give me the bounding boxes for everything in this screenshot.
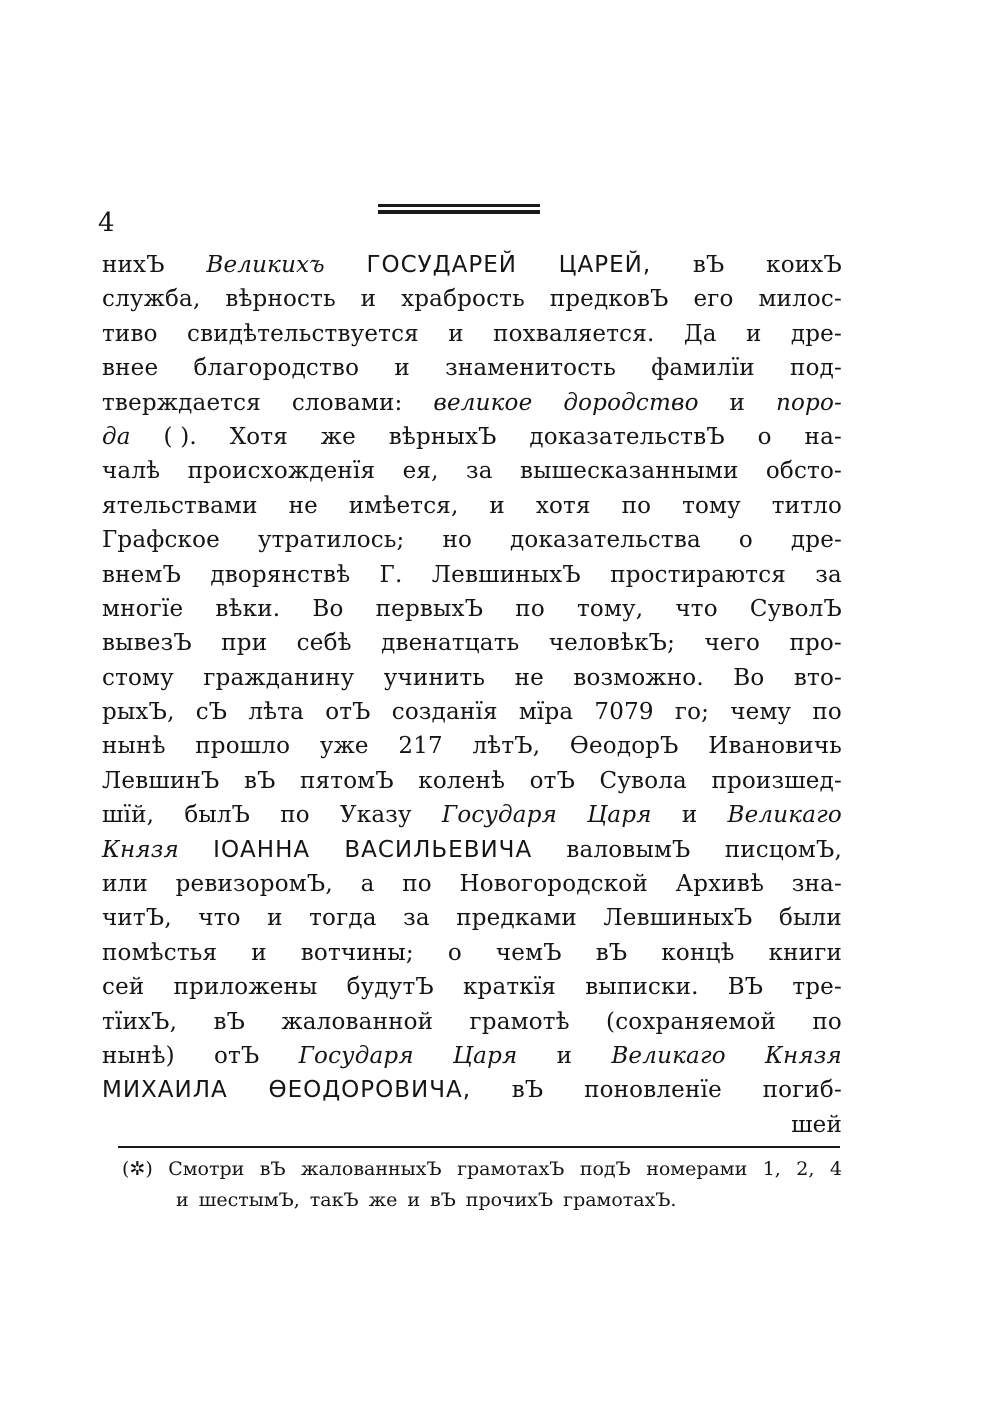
word: былЪ <box>184 802 251 829</box>
word: ЛевшиныхЪ <box>431 561 581 588</box>
word: и <box>556 1042 573 1069</box>
word: стому <box>102 664 174 691</box>
word: да <box>102 423 131 450</box>
text-line <box>102 321 842 355</box>
word: ятельствами <box>102 492 258 519</box>
word: возможно. <box>573 664 704 691</box>
word: коихЪ <box>766 252 842 278</box>
text-line <box>102 733 842 767</box>
word: Государя <box>298 1042 414 1069</box>
word: погиб- <box>762 1077 842 1104</box>
footnote-line <box>122 1158 842 1189</box>
text-line <box>102 390 842 424</box>
word: человѣкЪ; <box>548 630 676 657</box>
word: мїра <box>518 699 574 726</box>
text-line <box>102 699 842 733</box>
footnote-word: 2, <box>796 1158 815 1180</box>
word: Великаго <box>727 802 842 829</box>
word: чемЪ <box>495 939 562 966</box>
page-number: 4 <box>98 208 115 238</box>
word: нихЪ <box>102 252 165 278</box>
word: отЪ <box>213 1042 260 1069</box>
word: под- <box>790 355 842 382</box>
word: Г. <box>379 561 403 588</box>
word: тиво <box>102 320 158 347</box>
word: обсто- <box>765 458 842 485</box>
word: отЪ <box>529 767 576 794</box>
word: книги <box>768 939 842 966</box>
word: концѣ <box>661 939 735 966</box>
word: и <box>394 355 410 382</box>
word: рыхЪ, <box>102 699 175 726</box>
word: многїе <box>102 595 184 622</box>
word: сей <box>102 974 145 1001</box>
word: ѲЕОДОРОВИЧА, <box>268 1077 472 1104</box>
word: нынѣ <box>102 733 166 760</box>
word: прошло <box>195 733 291 760</box>
word: фамилїи <box>651 355 755 382</box>
word: милос- <box>758 286 842 313</box>
word: про- <box>789 630 842 657</box>
word: происхожденїя <box>187 458 376 485</box>
word: двенатцать <box>381 630 520 657</box>
word: Великаго <box>611 1042 726 1069</box>
word: шїй, <box>102 802 155 829</box>
word: лѣта <box>248 699 305 726</box>
word: валовымЪ <box>566 836 691 863</box>
word: по <box>515 595 545 622</box>
body-text <box>102 252 842 1146</box>
text-line <box>102 871 842 905</box>
word: дородство <box>563 389 699 416</box>
word: не <box>288 492 318 519</box>
text-line <box>102 1112 842 1146</box>
text-line <box>102 768 842 802</box>
word: 7079 <box>594 699 654 726</box>
word: за <box>465 458 493 485</box>
word: (сохраняемой <box>606 1008 777 1035</box>
word: и <box>729 389 746 416</box>
footnote-word: вЪ <box>430 1189 456 1211</box>
word: и <box>489 492 505 519</box>
text-line <box>102 905 842 939</box>
footnote-word: грамотахЪ. <box>563 1189 677 1211</box>
word: читЪ, <box>102 905 172 932</box>
word: чалѣ <box>102 458 161 485</box>
word: тому <box>682 492 741 519</box>
word: выписки. <box>585 974 699 1001</box>
word: краткїя <box>462 974 557 1001</box>
word: Новогородской <box>459 871 648 898</box>
text-line <box>102 527 842 561</box>
word: ЛевшиныхЪ <box>603 905 753 932</box>
word: благородство <box>193 355 360 382</box>
footnote-word: шестымЪ, <box>198 1189 300 1211</box>
word: Князя <box>102 836 179 863</box>
word: хотя <box>535 492 591 519</box>
word: ВЪ <box>727 974 764 1001</box>
word: вѣки. <box>215 595 281 622</box>
word: пятомЪ <box>300 767 394 794</box>
word: великое <box>433 389 533 416</box>
word: титло <box>771 492 842 519</box>
footnote-line <box>122 1189 842 1220</box>
word: ВАСИЛЬЕВИЧА <box>344 836 533 863</box>
word: приложены <box>173 974 318 1001</box>
text-line <box>102 1043 842 1077</box>
word: лѣтЪ, <box>472 733 541 760</box>
word: тїихЪ, <box>102 1008 178 1035</box>
word: знаменитость <box>445 355 616 382</box>
footnote-word: грамотахЪ <box>457 1158 565 1180</box>
word: грамотѣ <box>469 1008 570 1035</box>
word: чему <box>730 699 792 726</box>
word: вЪ <box>243 767 276 794</box>
word: порo- <box>775 389 842 416</box>
word: уже <box>319 733 369 760</box>
word: или <box>102 871 148 898</box>
word: вЪ <box>213 1008 246 1035</box>
word: не <box>514 664 544 691</box>
footnote-word: и <box>407 1189 420 1211</box>
word: тогда <box>309 905 377 932</box>
word: первыхЪ <box>375 595 484 622</box>
word: его <box>693 286 734 313</box>
text-line <box>102 802 842 836</box>
word: сЪ <box>195 699 228 726</box>
footnote-word: вЪ <box>259 1158 286 1180</box>
word: 217 <box>398 733 443 760</box>
word: что <box>198 905 241 932</box>
text-line <box>102 665 842 699</box>
word: же <box>320 423 356 450</box>
word: жалованной <box>281 1008 434 1035</box>
word: Великихъ <box>206 252 325 278</box>
word: о <box>738 527 753 554</box>
word: вотчины; <box>300 939 414 966</box>
word: коленѣ <box>418 767 506 794</box>
word: вЪ <box>595 939 628 966</box>
word: будутЪ <box>346 974 434 1001</box>
word: ЛевшинЪ <box>102 767 220 794</box>
footnote-word: 4 <box>829 1158 842 1180</box>
word: отЪ <box>325 699 371 726</box>
word: а <box>360 871 375 898</box>
word: писцомЪ, <box>724 836 842 863</box>
word: и <box>251 939 267 966</box>
word: доказательства <box>510 527 701 554</box>
text-line <box>102 286 842 320</box>
word: и <box>681 802 698 829</box>
text-line <box>102 355 842 389</box>
footnote-word: и <box>176 1189 189 1211</box>
word: Во <box>312 595 344 622</box>
text-line <box>102 458 842 492</box>
word: при <box>221 630 268 657</box>
word: вѣрность <box>225 286 336 313</box>
footnote-word: подЪ <box>579 1158 631 1180</box>
word: имѣется, <box>348 492 459 519</box>
word: о <box>447 939 462 966</box>
word: МИХАИЛА <box>102 1077 228 1104</box>
word: дре- <box>790 527 842 554</box>
word: предковЪ <box>549 286 669 313</box>
word: вЪ <box>511 1077 544 1104</box>
word: учинить <box>383 664 486 691</box>
footnote-word: прочихЪ <box>465 1189 554 1211</box>
word: по <box>621 492 652 519</box>
word: Князя <box>765 1042 842 1069</box>
word: по <box>812 1008 842 1035</box>
footnote-word: (✲) <box>122 1158 153 1180</box>
footnote <box>122 1158 842 1220</box>
word: внемЪ <box>102 561 182 588</box>
footnote-separator <box>118 1146 840 1148</box>
word: и <box>745 320 762 347</box>
word: свидѣтельствуется <box>187 320 419 347</box>
word: Государя <box>441 802 558 829</box>
footnote-word: такЪ <box>309 1189 359 1211</box>
ornament-rule-bottom <box>378 210 540 214</box>
word: созданїя <box>391 699 498 726</box>
word: за <box>403 905 430 932</box>
word: были <box>779 905 842 932</box>
word: и <box>360 286 377 313</box>
word: ея, <box>402 458 439 485</box>
header-ornament <box>378 204 540 216</box>
text-line <box>102 630 842 664</box>
text-line <box>102 1009 842 1043</box>
word: Да <box>683 320 717 347</box>
word: вто- <box>793 664 842 691</box>
word: служба, <box>102 286 201 313</box>
word: СуволЪ <box>749 595 842 622</box>
text-line <box>102 974 842 1008</box>
word: ( ). <box>163 423 197 450</box>
footnote-word: жалованныхЪ <box>301 1158 442 1180</box>
word: простираются <box>610 561 786 588</box>
word: тре- <box>792 974 842 1001</box>
word: ѲеодорЪ <box>569 733 679 760</box>
text-line <box>102 252 842 286</box>
word: Указу <box>339 802 412 829</box>
word: Графское <box>102 527 220 554</box>
word: Архивѣ <box>675 871 765 898</box>
footnote-word: же <box>368 1189 398 1211</box>
word: тому, <box>576 595 644 622</box>
word: Царя <box>587 802 652 829</box>
word: но <box>442 527 473 554</box>
word: похваляется. <box>493 320 655 347</box>
word: предками <box>456 905 577 932</box>
word: ГОСУДАРЕЙ <box>366 252 517 278</box>
word: внее <box>102 355 159 382</box>
word: по <box>280 802 310 829</box>
word: что <box>675 595 718 622</box>
text-line <box>102 596 842 630</box>
word: вывезЪ <box>102 630 192 657</box>
word: словами: <box>291 389 403 416</box>
word: о <box>757 423 772 450</box>
word: произшед- <box>711 767 842 794</box>
ornament-rule-top <box>378 204 540 207</box>
word: гражданину <box>203 664 355 691</box>
text-line <box>102 837 842 871</box>
word: за <box>815 561 842 588</box>
word: и <box>448 320 464 347</box>
word: ІОАННА <box>213 836 311 863</box>
word: Царя <box>452 1042 518 1069</box>
text-line <box>102 562 842 596</box>
word: по <box>812 699 842 726</box>
word: доказательствЪ <box>529 423 725 450</box>
text-line <box>102 940 842 974</box>
word: вЪ <box>692 252 725 278</box>
word: зна- <box>791 871 842 898</box>
word: ЦАРЕЙ, <box>558 252 652 278</box>
text-line <box>102 493 842 527</box>
footnote-word: 1, <box>762 1158 781 1180</box>
word: Во <box>733 664 765 691</box>
word: шей <box>791 1111 842 1138</box>
word: по <box>402 871 432 898</box>
word: тверждается <box>102 389 261 416</box>
word: поновленїе <box>584 1077 722 1104</box>
word: ревизоромЪ, <box>175 871 333 898</box>
word: вѣрныхЪ <box>388 423 497 450</box>
word: Хотя <box>229 423 288 450</box>
footnote-word: номерами <box>646 1158 748 1180</box>
word: Сувола <box>599 767 687 794</box>
word: помѣстья <box>102 939 218 966</box>
word: храбрость <box>401 286 525 313</box>
word: нынѣ) <box>102 1042 175 1069</box>
word: на- <box>804 423 842 450</box>
text-line <box>102 1077 842 1111</box>
word: дворянствѣ <box>210 561 351 588</box>
word: Ивановичь <box>708 733 842 760</box>
word: дре- <box>790 320 842 347</box>
word: и <box>267 905 283 932</box>
word: вышесказанными <box>520 458 739 485</box>
word: чего <box>704 630 761 657</box>
word: себѣ <box>296 630 352 657</box>
word: утратилось; <box>257 527 405 554</box>
text-line <box>102 424 842 458</box>
word: го; <box>674 699 710 726</box>
footnote-word: Смотри <box>168 1158 245 1180</box>
